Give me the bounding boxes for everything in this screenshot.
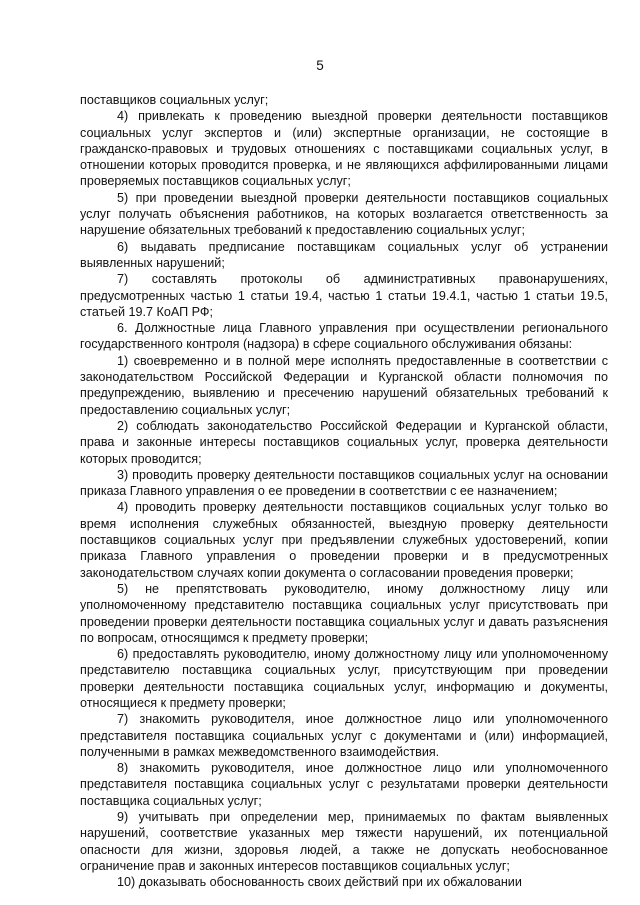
paragraph-item-5-explanations: 5) при проведении выездной проверки деятельности поставщиков социальных услуг получать объяснения работников, на которых возлагается ответственность за нарушение обязательных требований к предоставлению социальных услуг; bbox=[80, 190, 608, 238]
paragraph-obligation-8: 8) знакомить руководителя, иное должностное лицо или уполномоченного представителя поставщика социальных услуг с результатами проверки деятельности поставщика социальных услуг; bbox=[80, 761, 608, 808]
paragraph-obligation-5: 5) не препятствовать руководителю, иному должностному лицу или уполномоченному представителю поставщика социальных услуг присутствовать при проведении проверки деятельности поставщика социальных услуг и давать разъяснения по вопросам, относящимся к предмету проверки; bbox=[80, 581, 608, 645]
paragraph-obligation-3: 3) проводить проверку деятельности поставщиков социальных услуг на основании приказа Главного управления о ее проведении в соответствии с ее назначением; bbox=[80, 467, 608, 499]
paragraph-obligation-6: 6) предоставлять руководителю, иному должностному лицу или уполномоченному представителю поставщика социальных услуг, присутствующим при проведении проверки деятельности поставщика социальных услуг, информацию и документы, относящиеся к предмету проверки; bbox=[80, 647, 608, 710]
paragraph-item-6-prescription: 6) выдавать предписание поставщикам социальных услуг об устранении выявленных нарушений; bbox=[80, 239, 608, 270]
paragraph-obligation-1: 1) своевременно и в полной мере исполнять предоставленные в соответствии с законодательством Российской Федерации и Курганской области полномочия по предупреждению, выявлению и пресечению нарушений обязательных требований к предоставлению социальных услуг; bbox=[80, 353, 608, 417]
paragraph-continuation: поставщиков социальных услуг; bbox=[80, 93, 269, 107]
paragraph-obligation-10: 10) доказывать обоснованность своих действий при их обжаловании bbox=[117, 875, 522, 890]
paragraph-item-7-protocols: 7) составлять протоколы об административных правонарушениях, предусмотренных частью 1 статьи 19.4, частью 1 статьи 19.4.1, частью 1 статьи 19.5, статьей 19.7 КоАП РФ; bbox=[80, 272, 608, 319]
paragraph-obligation-2: 2) соблюдать законодательство Российской Федерации и Курганской области, права и законные интересы поставщиков социальных услуг, проверка деятельности которых проводится; bbox=[80, 418, 608, 466]
paragraph-obligation-9: 9) учитывать при определении мер, принимаемых по фактам выявленных нарушений, соответствие указанных мер тяжести нарушений, их потенциальной опасности для жизни, здоровья людей, а также не допускать необоснованное ограничение прав и законных интересов поставщиков социальных услуг; bbox=[80, 810, 608, 873]
document-body bbox=[80, 92, 608, 891]
page-number: 5 bbox=[316, 58, 324, 73]
paragraph-item-4-experts: 4) привлекать к проведению выездной проверки деятельности поставщиков социальных услуг экспертов и (или) экспертные организации, не состоящие в гражданско-правовых и трудовых отношениях с поставщиками социальных услуг, в отношении которых проводится проверка, и не являющихся аффилированными лицами проверяемых поставщиков социальных услуг; bbox=[80, 109, 608, 189]
paragraph-obligation-4: 4) проводить проверку деятельности поставщиков социальных услуг только во время исполнения служебных обязанностей, выездную проверку деятельности поставщиков социальных услуг при предъявлении служебных удостоверений, копии приказа Главного управления о проведении проверки и в предусмотренных законодательством случаях копии документа о согласовании проведения проверки; bbox=[80, 500, 608, 580]
paragraph-section-6-obligations: 6. Должностные лица Главного управления при осуществлении регионального государственного контроля (надзора) в сфере социального обслуживания обязаны: bbox=[80, 321, 608, 352]
paragraph-obligation-7: 7) знакомить руководителя, иное должностное лицо или уполномоченного представителя поставщика социальных услуг с документами и (или) информацией, полученными в рамках межведомственного взаимодействия. bbox=[80, 712, 608, 759]
